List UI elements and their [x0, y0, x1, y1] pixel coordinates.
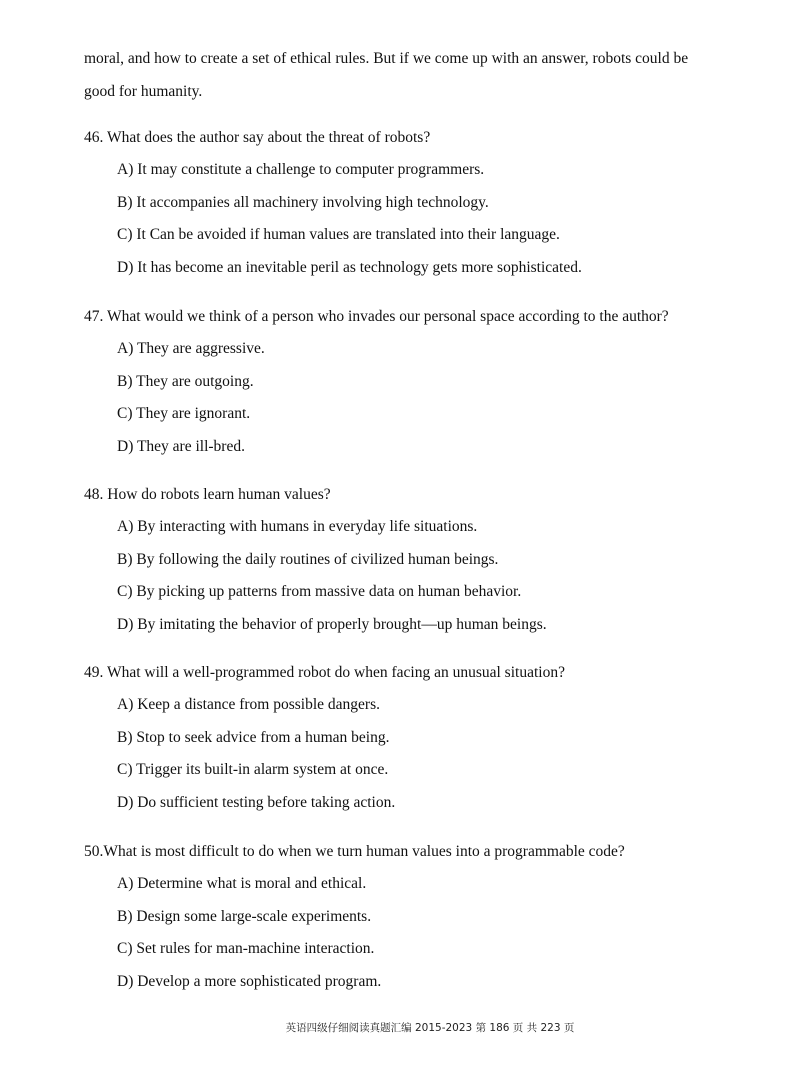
option-b: B) It accompanies all machinery involving high technology. [117, 193, 489, 211]
question-46 [84, 121, 764, 284]
option-a: A) They are aggressive. [117, 340, 265, 357]
option-c: C) Trigger its built-in alarm system at once. [117, 761, 389, 778]
question-stem: 50.What is most difficult to do when we turn human values into a programmable code? [84, 843, 625, 860]
question-47 [84, 300, 764, 463]
question-48 [84, 478, 764, 641]
question-49 [84, 656, 764, 819]
option-d: D) Develop a more sophisticated program. [117, 972, 382, 990]
option-d: D) Do sufficient testing before taking action. [117, 793, 396, 811]
option-c: C) They are ignorant. [117, 405, 251, 422]
question-50 [84, 835, 764, 998]
intro-line: good for humanity. [84, 83, 203, 100]
option-b: B) Design some large-scale experiments. [117, 907, 372, 925]
option-b: B) By following the daily routines of civilized human beings. [117, 550, 499, 568]
question-stem: 49. What will a well-programmed robot do when facing an unusual situation? [84, 664, 565, 681]
option-a: A) Keep a distance from possible dangers. [117, 696, 380, 713]
option-c: C) By picking up patterns from massive data on human behavior. [117, 583, 522, 600]
option-a: A) By interacting with humans in everyday life situations. [117, 518, 478, 535]
page-footer: 英语四级仔细阅读真题汇编 2015-2023 第 186 页 共 223 页 [285, 1022, 575, 1034]
option-c: C) It Can be avoided if human values are translated into their language. [117, 226, 560, 243]
option-d: D) They are ill-bred. [117, 437, 245, 455]
option-b: B) They are outgoing. [117, 372, 254, 390]
option-d: D) It has become an inevitable peril as technology gets more sophisticated. [117, 258, 582, 276]
intro-paragraph [84, 42, 724, 108]
option-c: C) Set rules for man-machine interaction. [117, 940, 375, 957]
intro-line: moral, and how to create a set of ethical rules. But if we come up with an answer, robots could be [84, 50, 689, 67]
question-stem: 48. How do robots learn human values? [84, 486, 331, 503]
option-a: A) Determine what is moral and ethical. [117, 875, 367, 892]
question-stem: 47. What would we think of a person who invades our personal space according to the author? [84, 308, 669, 325]
question-stem: 46. What does the author say about the threat of robots? [84, 129, 431, 146]
option-d: D) By imitating the behavior of properly brought—up human beings. [117, 615, 547, 633]
option-a: A) It may constitute a challenge to computer programmers. [117, 161, 485, 178]
option-b: B) Stop to seek advice from a human being. [117, 728, 390, 746]
